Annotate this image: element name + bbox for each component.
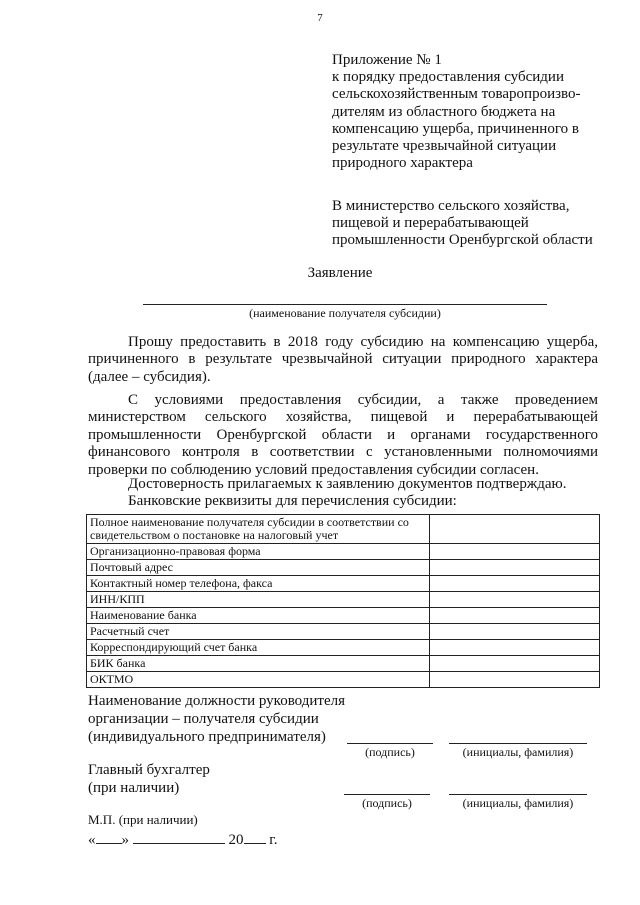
date-day-blank[interactable] <box>96 831 122 844</box>
recipient-name-line <box>143 304 547 305</box>
row-label: Контактный номер телефона, факса <box>87 576 430 592</box>
date-close-quote: » <box>121 832 129 848</box>
table-row <box>87 624 600 640</box>
addressee-line: В министерство сельского хозяйства, <box>332 198 570 214</box>
appendix-line: компенсацию ущерба, причиненного в <box>332 120 579 137</box>
date-year-suffix: г. <box>269 832 278 848</box>
appendix-line: природного характера <box>332 155 473 172</box>
table-row <box>87 608 600 624</box>
date-month-blank[interactable] <box>133 831 225 844</box>
paragraph-confirmation <box>88 476 598 493</box>
paragraph-text: С условиями предоставления субсидии, а также проведением министерством сельского хозяйства, пищевой и перерабатывающей промышленности Оренбургской области и органами государственного финансового контроля в соответствии с установленными полномочиями проверки по соблюдению условий предоставления субсидии согласен. <box>88 392 598 478</box>
row-label: Корреспондирующий счет банка <box>87 640 430 656</box>
accountant-signature-caption: (подпись) <box>362 796 412 810</box>
row-label: Организационно-правовая форма <box>87 544 430 560</box>
appendix-line: сельскохозяйственным товаропроизво- <box>332 86 581 103</box>
row-value-cell[interactable] <box>429 608 599 624</box>
head-title-line: Наименование должности руководителя <box>88 693 346 709</box>
row-value-cell[interactable] <box>429 544 599 560</box>
appendix-line: дителям из областного бюджета на <box>332 103 556 120</box>
recipient-name-caption: (наименование получателя субсидии) <box>249 306 441 320</box>
addressee <box>332 198 593 250</box>
appendix-line: результате чрезвычайной ситуации <box>332 138 557 155</box>
paragraph-text: Достоверность прилагаемых к заявлению документов подтверждаю. <box>128 476 567 492</box>
paragraph-text: Прошу предоставить в 2018 году субсидию на компенсацию ущерба, причиненного в результате чрезвычайной ситуации природного характера (далее – субсидия). <box>88 334 598 385</box>
head-title-line: организации – получателя субсидии <box>88 711 319 727</box>
date-year-blank[interactable] <box>244 831 266 844</box>
appendix-line: Приложение № 1 <box>332 52 442 68</box>
date-line <box>88 831 277 849</box>
accountant-signature-block <box>88 761 210 797</box>
row-value-cell[interactable] <box>429 656 599 672</box>
row-value-cell[interactable] <box>429 672 599 688</box>
addressee-line: промышленности Оренбургской области <box>332 232 593 249</box>
table-row <box>87 592 600 608</box>
head-title-line: (индивидуального предпринимателя) <box>88 729 326 745</box>
appendix-header <box>332 52 581 172</box>
row-label: Расчетный счет <box>87 624 430 640</box>
row-label: ИНН/КПП <box>87 592 430 608</box>
bank-details-table <box>86 514 600 688</box>
date-year-prefix: 20 <box>228 832 244 848</box>
accountant-signature-line[interactable] <box>344 794 430 795</box>
row-value-cell[interactable] <box>429 560 599 576</box>
paragraph-text: Банковские реквизиты для перечисления субсидии: <box>128 493 457 509</box>
row-label: БИК банка <box>87 656 430 672</box>
head-signature-line[interactable] <box>347 743 433 744</box>
row-value-cell[interactable] <box>429 515 599 544</box>
paragraph-request <box>88 334 598 386</box>
table-row <box>87 656 600 672</box>
head-name-line[interactable] <box>449 743 587 744</box>
row-value-cell[interactable] <box>429 576 599 592</box>
table-row <box>87 672 600 688</box>
appendix-line: к порядку предоставления субсидии <box>332 69 564 86</box>
row-label: Наименование банка <box>87 608 430 624</box>
paragraph-conditions <box>88 392 598 479</box>
row-label: ОКТМО <box>87 672 430 688</box>
row-label: Почтовый адрес <box>87 560 430 576</box>
head-signature-caption: (подпись) <box>365 745 415 759</box>
accountant-name-line[interactable] <box>449 794 587 795</box>
table-row <box>87 640 600 656</box>
accountant-name-caption: (инициалы, фамилия) <box>462 796 574 810</box>
table-row <box>87 560 600 576</box>
accountant-title-line: (при наличии) <box>88 780 180 796</box>
document-title: Заявление <box>307 265 373 281</box>
page-number: 7 <box>317 12 323 24</box>
date-open-quote: « <box>88 832 96 848</box>
stamp-label: М.П. (при наличии) <box>88 812 198 827</box>
head-signature-block <box>88 692 345 746</box>
table-row <box>87 576 600 592</box>
paragraph-bank-details <box>88 493 598 510</box>
row-value-cell[interactable] <box>429 624 599 640</box>
row-value-cell[interactable] <box>429 640 599 656</box>
row-value-cell[interactable] <box>429 592 599 608</box>
head-name-caption: (инициалы, фамилия) <box>462 745 574 759</box>
table-row <box>87 515 600 544</box>
table-row <box>87 544 600 560</box>
addressee-line: пищевой и перерабатывающей <box>332 215 529 232</box>
accountant-title-line: Главный бухгалтер <box>88 762 210 778</box>
row-label: Полное наименование получателя субсидии в соответствии со свидетельством о постановке на налоговый учет <box>87 515 430 544</box>
